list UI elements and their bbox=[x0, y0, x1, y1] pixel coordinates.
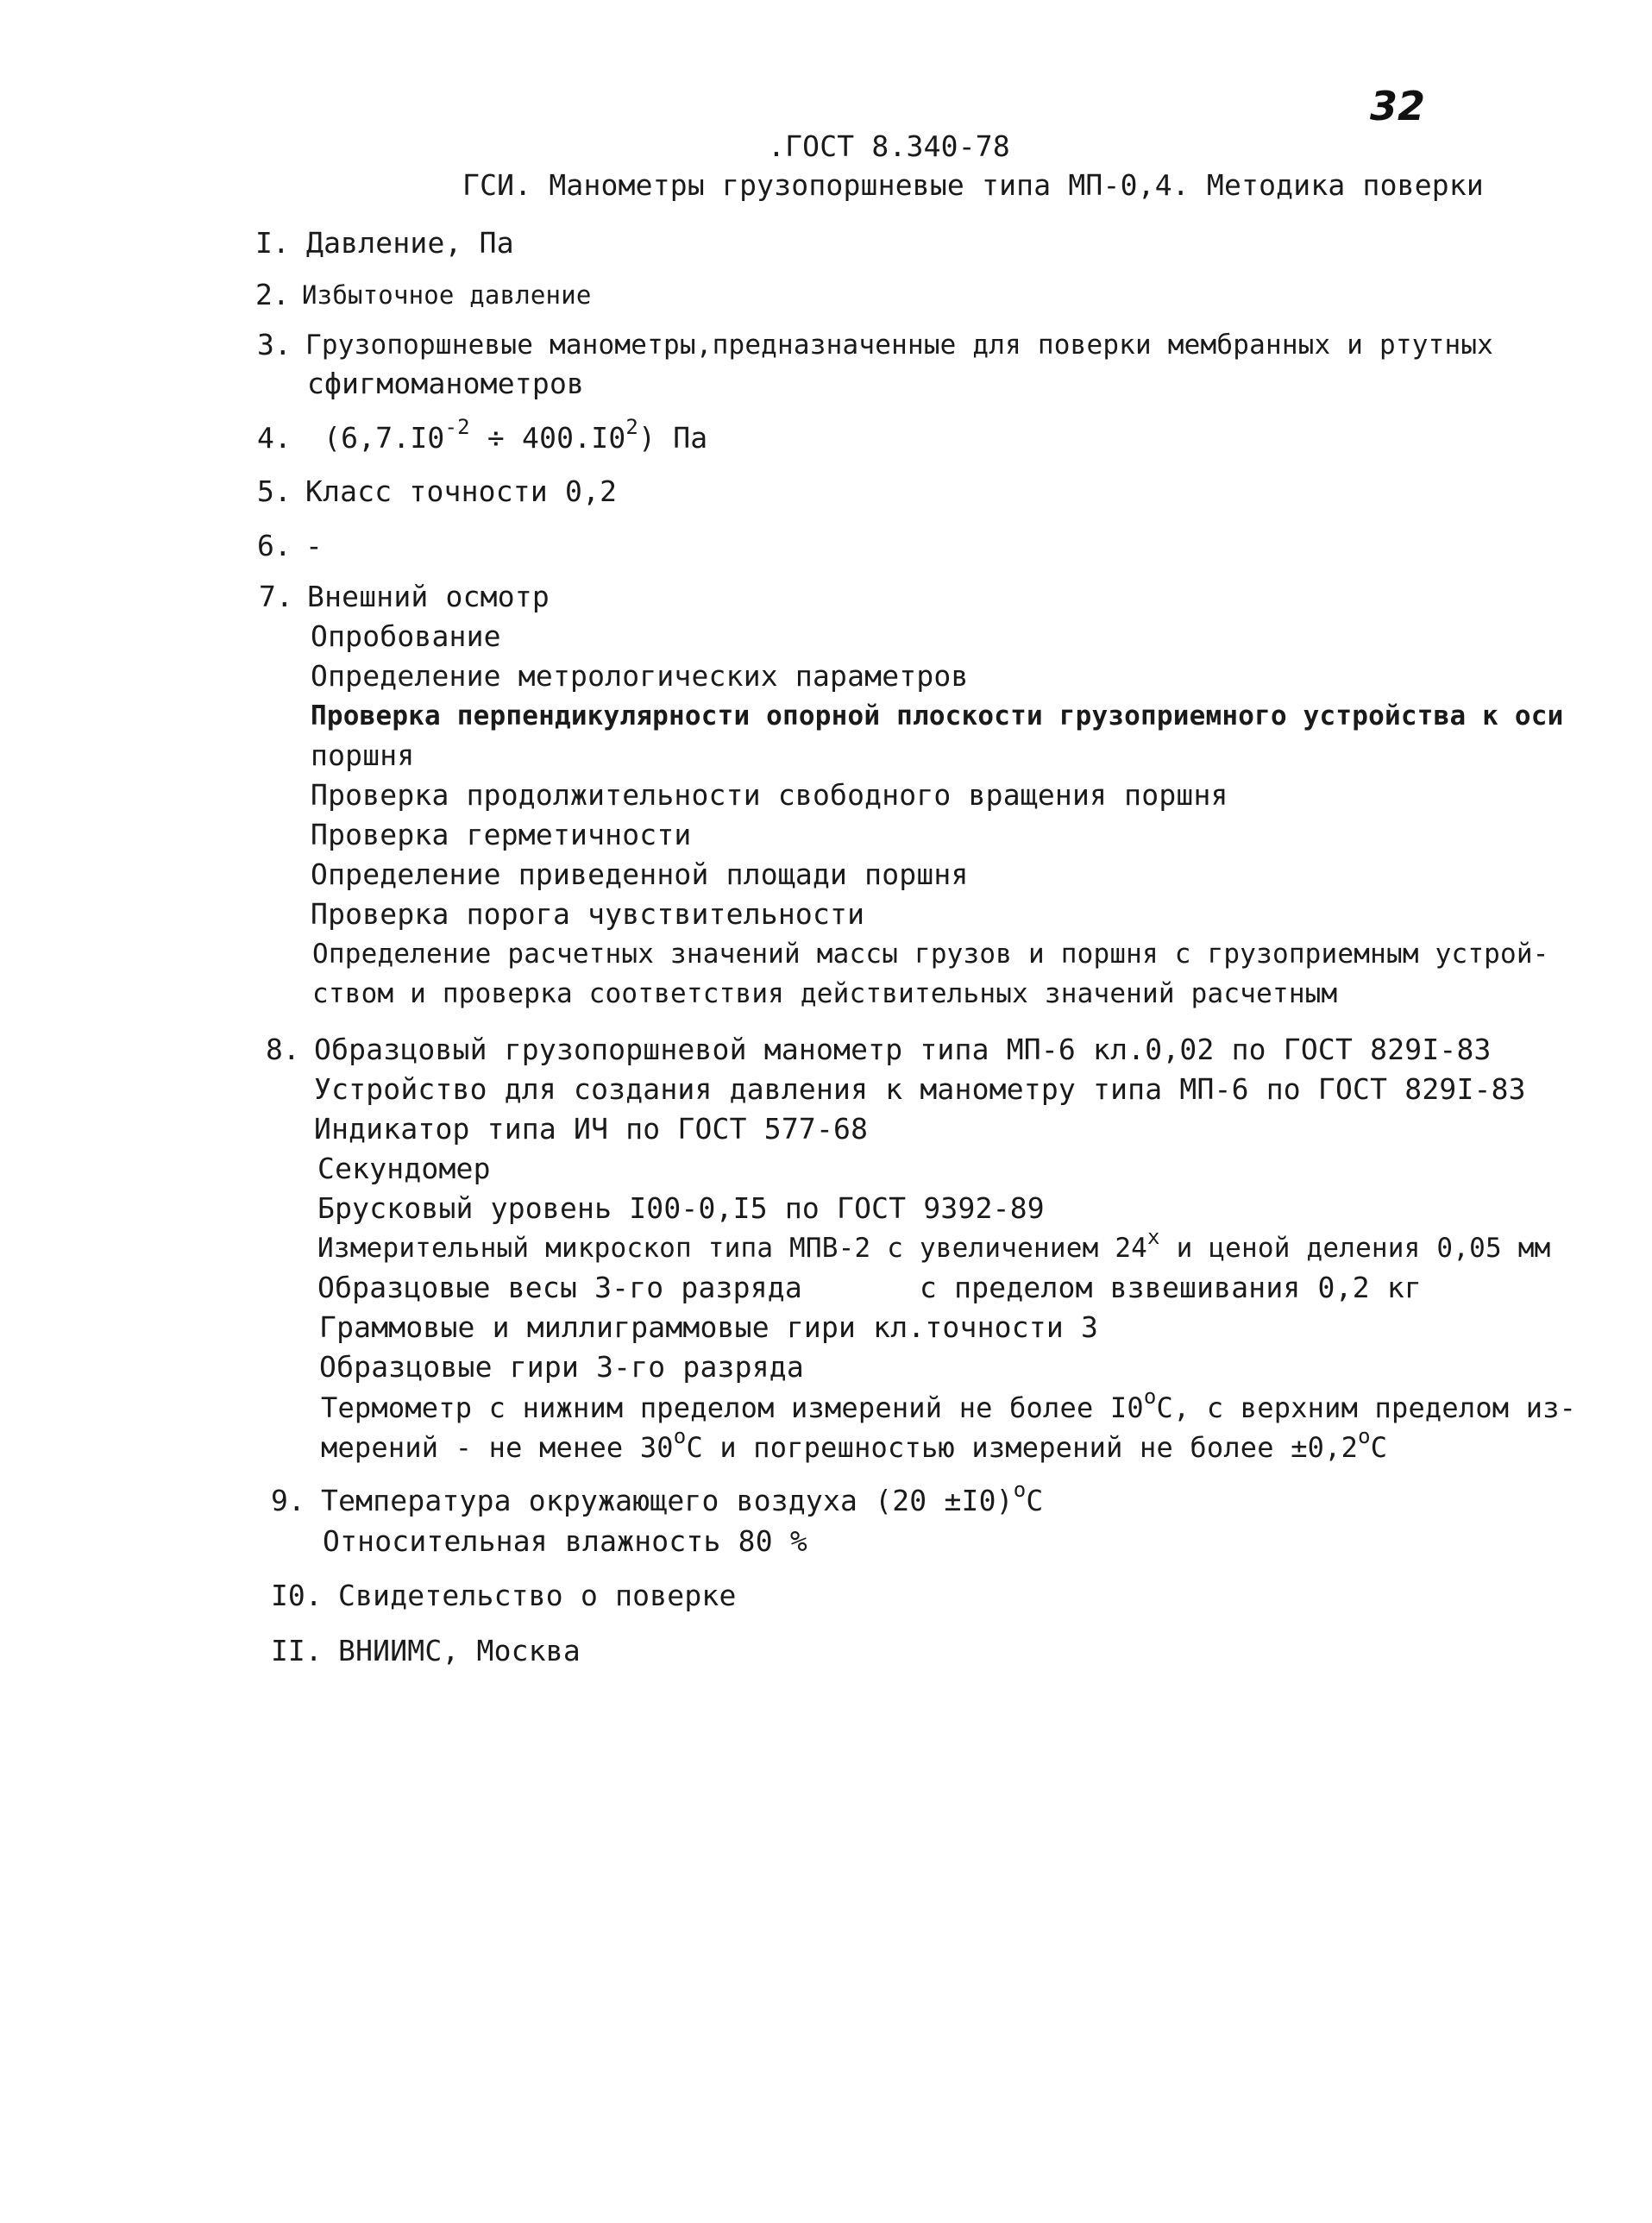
item-8-line: Образцовые весы 3-го разряда bbox=[317, 1271, 802, 1304]
item-3-number: 3. bbox=[257, 328, 292, 361]
item-2-number: 2. bbox=[255, 278, 290, 311]
item-7-line: ством и проверка соответствия действительных значений расчетным bbox=[312, 978, 1338, 1009]
item-8-line: Измерительный микроскоп типа МПВ-2 с увеличением 24$^x$ и ценой деления 0,05 мм bbox=[317, 1224, 1551, 1264]
item-6-number: 6. bbox=[257, 529, 292, 562]
item-8-line: Секундомер bbox=[317, 1152, 491, 1185]
item-11-text: ВНИИМС, Москва bbox=[338, 1634, 581, 1667]
item-8-number: 8. bbox=[266, 1033, 300, 1066]
item-8-line: Образцовые гири 3-го разряда bbox=[319, 1350, 804, 1384]
item-7-line: Определение приведенной площади поршня bbox=[311, 857, 969, 891]
item-7-line: Проверка герметичности bbox=[311, 818, 692, 851]
item-3-text-line-1: Грузопоршневые манометры,предназначенные для поверки мембранных и ртутных bbox=[305, 330, 1494, 361]
item-8-line: Брусковый уровень I00-0,I5 по ГОСТ 9392-89 bbox=[317, 1191, 1045, 1225]
item-7-line: Определение расчетных значений массы грузов и поршня с грузоприемным устрой- bbox=[312, 939, 1549, 970]
item-4-text: $(6,7.I0^{-2} \div 400.I0^2)$ Па bbox=[323, 415, 708, 455]
item-10-number: I0. bbox=[271, 1579, 323, 1612]
item-8-line: Устройство для создания давления к манометру типа МП-6 по ГОСТ 829I-83 bbox=[314, 1072, 1526, 1106]
item-9-number: 9. bbox=[271, 1484, 305, 1517]
item-8-line: Граммовые и миллиграммовые гири кл.точности 3 bbox=[319, 1310, 1099, 1344]
item-7-line: Проверка продолжительности свободного вращения поршня bbox=[311, 778, 1228, 812]
item-2-text: Избыточное давление bbox=[302, 280, 592, 310]
item-8-line: Образцовый грузопоршневой манометр типа МП-6 кл.0,02 по ГОСТ 829I-83 bbox=[314, 1033, 1492, 1066]
item-8-line: Термометр с нижним пределом измерений не более I0$^o$C, с верхним пределом из- bbox=[321, 1385, 1577, 1424]
item-3-text-line-2: сфигмоманометров bbox=[307, 367, 585, 400]
item-7-line: Внешний осмотр bbox=[307, 580, 550, 613]
item-4-number: 4. bbox=[257, 421, 292, 455]
item-6-text: - bbox=[305, 529, 323, 562]
item-5-text: Класс точности 0,2 bbox=[305, 474, 618, 508]
item-7-line: Опробование bbox=[311, 619, 501, 653]
item-7-line: Проверка перпендикулярности опорной плоскости грузоприемного устройства к оси bbox=[311, 700, 1564, 732]
item-8-line: мерений - не менее 30$^o$C и погрешностью измерений не более $\pm 0,2^oC$ bbox=[321, 1424, 1388, 1464]
item-7-line: Определение метрологических параметров bbox=[311, 659, 969, 693]
item-10-text: Свидетельство о поверке bbox=[338, 1579, 737, 1612]
item-7-number: 7. bbox=[259, 580, 293, 613]
document-title: ГСИ. Манометры грузопоршневые типа МП-0,4. Методика поверки bbox=[462, 168, 1484, 202]
item-5-number: 5. bbox=[257, 474, 292, 508]
document-code: .ГОСТ 8.340-78 bbox=[768, 129, 1010, 163]
item-1-number: I. bbox=[255, 226, 290, 260]
item-9-line: Относительная влажность 80 % bbox=[323, 1524, 807, 1558]
item-9-line: Температура окружающего воздуха $(20 \pm I0)^oC$ bbox=[321, 1478, 1044, 1517]
item-7-line: поршня bbox=[311, 738, 415, 772]
item-1-text: Давление, Па bbox=[306, 226, 514, 260]
page-number: 32 bbox=[1370, 83, 1426, 129]
item-11-number: II. bbox=[271, 1634, 323, 1667]
item-7-line: Проверка порога чувствительности bbox=[311, 897, 865, 931]
item-8-line: с пределом взвешивания 0,2 кг bbox=[920, 1271, 1422, 1304]
item-8-line: Индикатор типа ИЧ по ГОСТ 577-68 bbox=[314, 1112, 869, 1146]
